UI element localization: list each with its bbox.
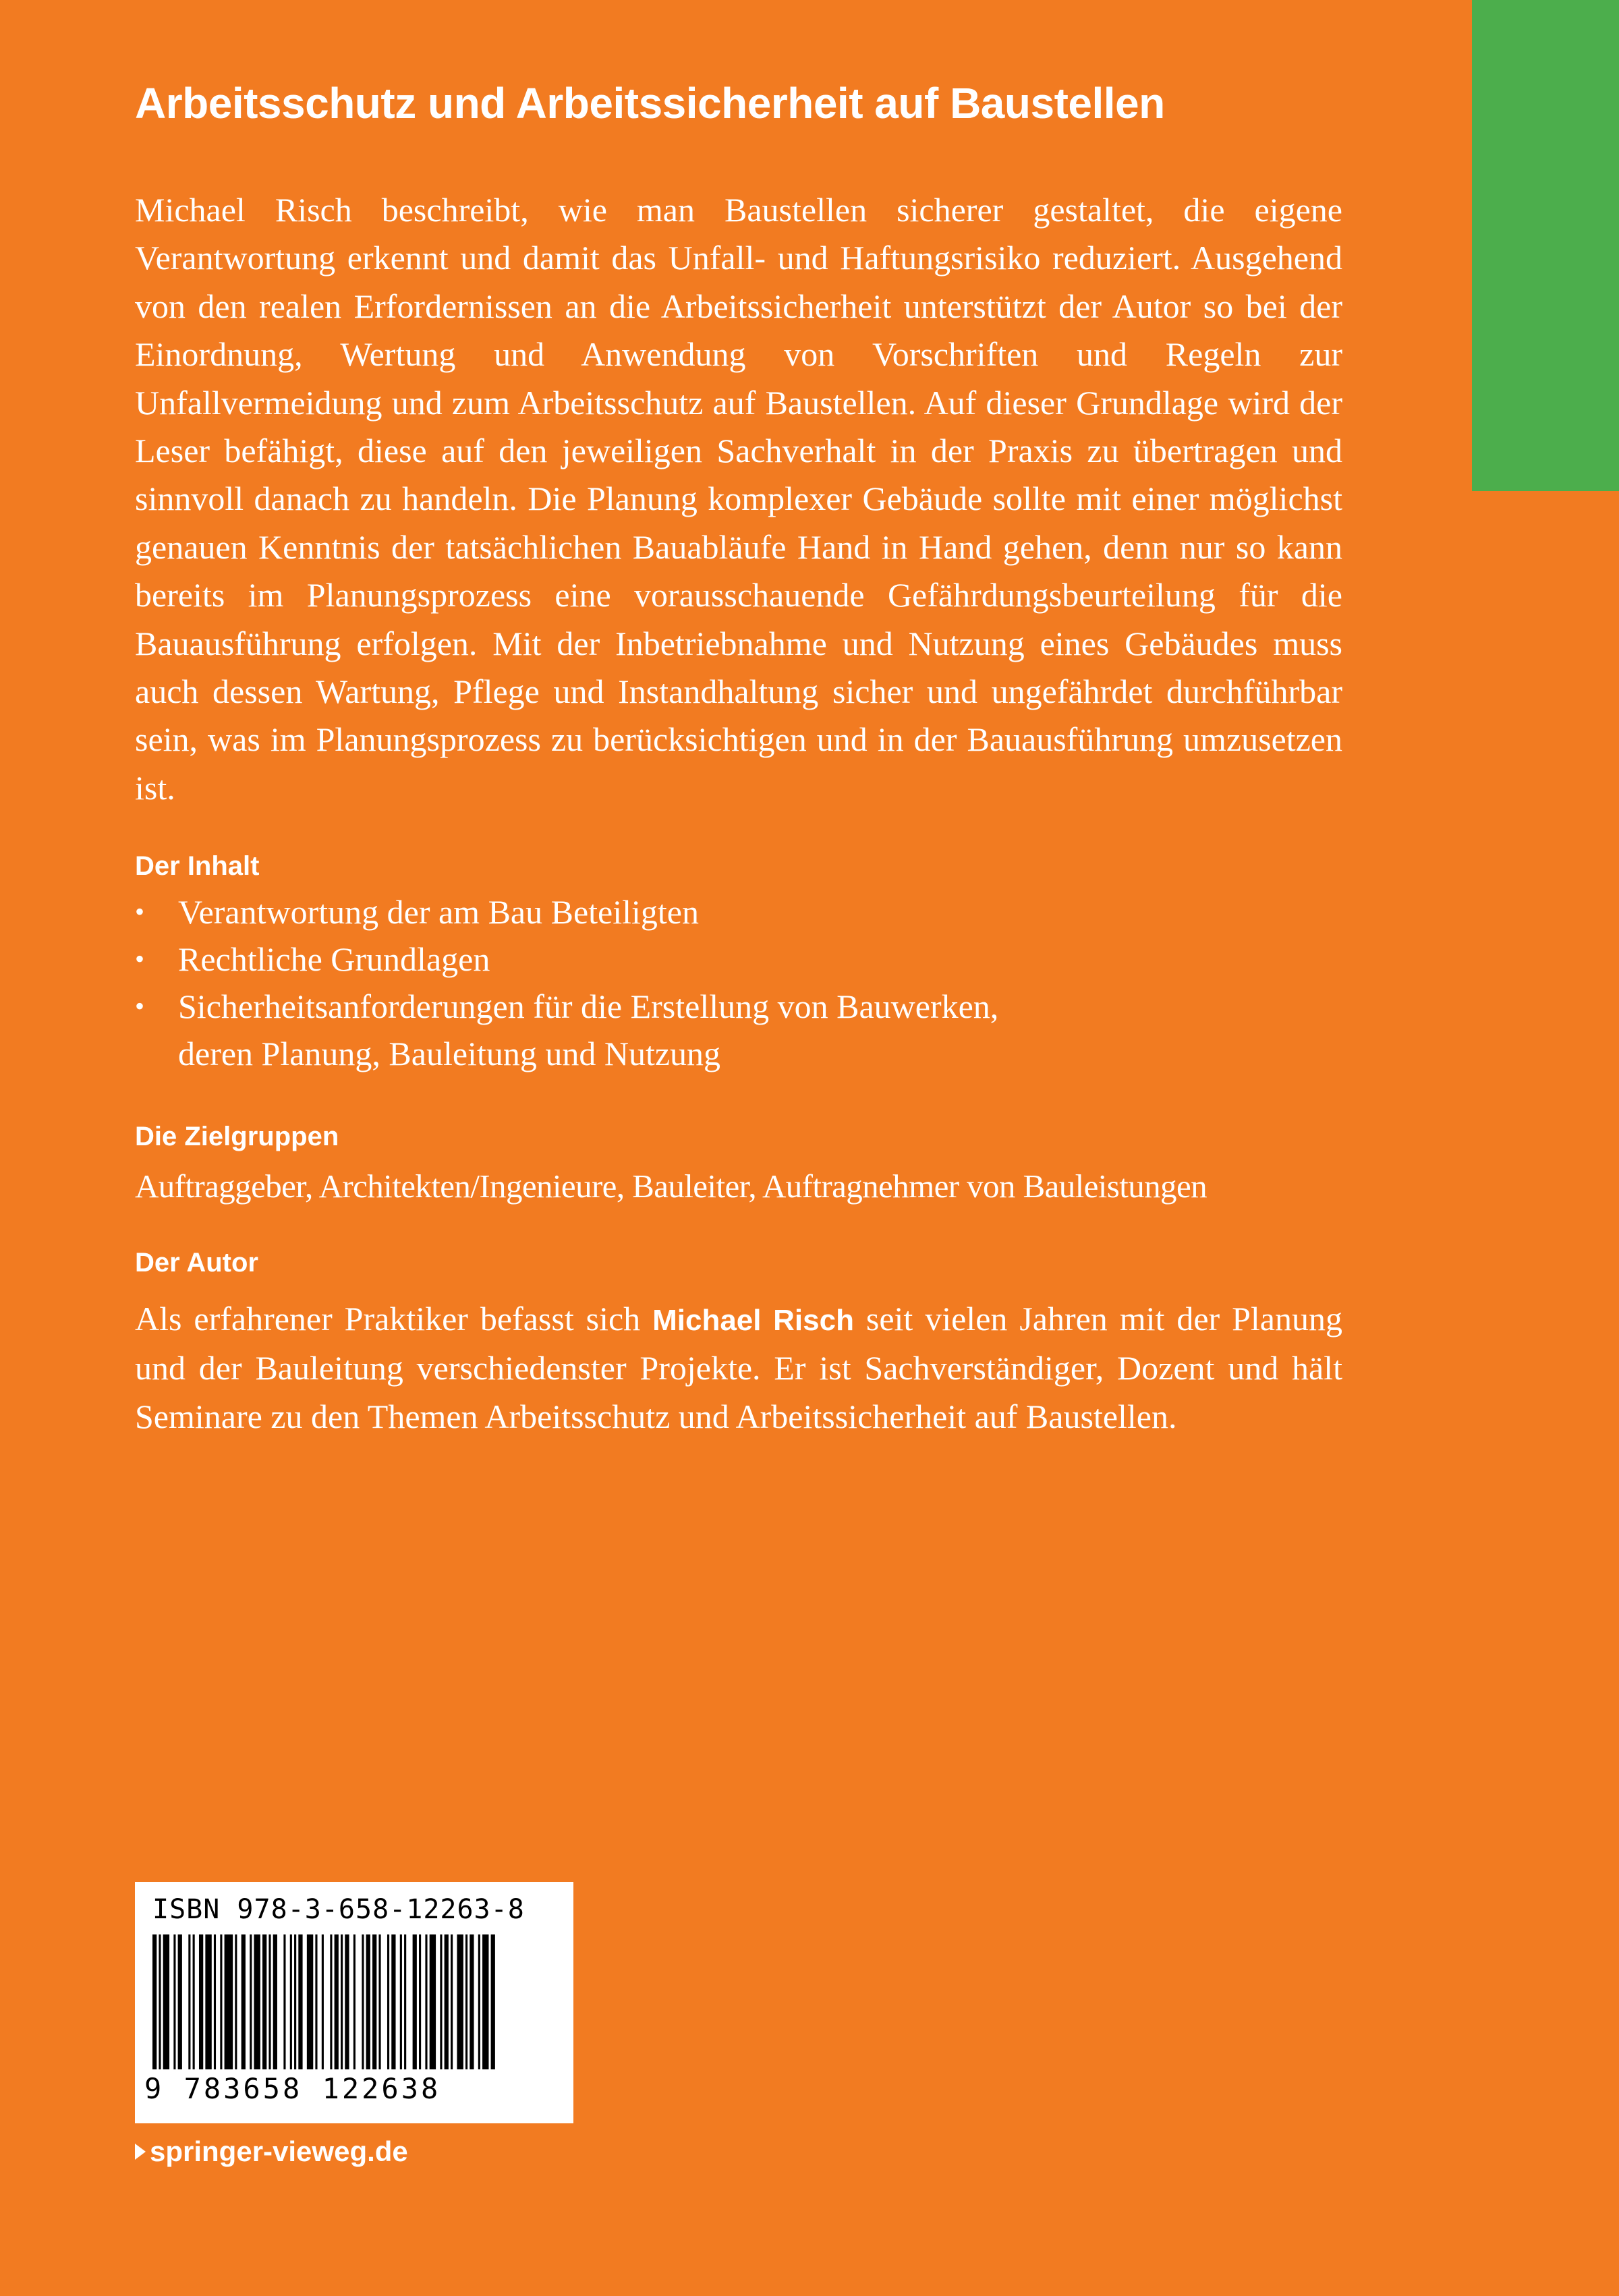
bullet-icon: • bbox=[135, 944, 145, 974]
book-title: Arbeitsschutz und Arbeitssicherheit auf Baustellen bbox=[135, 79, 1165, 127]
list-item: • Sicherheitsanforderungen für die Erstellung von Bauwerken, deren Planung, Bauleitung und Nutzung bbox=[135, 983, 1342, 1077]
target-groups-text: Auftraggeber, Architekten/Ingenieure, Bauleiter, Auftragnehmer von Bauleistungen bbox=[135, 1168, 1208, 1205]
contents-list bbox=[135, 888, 1342, 1077]
isbn-barcode-box: ISBN 978-3-658-12263-8 9 783658 122638 bbox=[135, 1882, 573, 2123]
arrow-right-icon bbox=[135, 2144, 146, 2160]
green-accent-bar bbox=[1472, 0, 1619, 491]
bullet-icon: • bbox=[135, 896, 145, 927]
list-item: • Rechtliche Grundlagen bbox=[135, 936, 1342, 983]
bullet-icon: • bbox=[135, 991, 145, 1021]
author-name: Michael Risch bbox=[652, 1304, 854, 1337]
isbn-label: ISBN 978-3-658-12263-8 bbox=[152, 1894, 525, 1925]
list-item: • Verantwortung der am Bau Beteiligten bbox=[135, 888, 1342, 936]
author-paragraph: Als erfahrener Praktiker befasst sich Michael Risch seit vielen Jahren mit der Planung und der Bauleitung verschiedenster Projekte. Er ist Sachverständiger, Dozent und hält Seminare zu den Themen Arbeitsschutz und Arbeitssicherheit auf Baustellen. bbox=[135, 1300, 1342, 1435]
target-groups-heading: Die Zielgruppen bbox=[135, 1122, 339, 1151]
barcode-icon bbox=[152, 1934, 557, 2076]
author-heading: Der Autor bbox=[135, 1248, 258, 1278]
contents-heading: Der Inhalt bbox=[135, 851, 260, 881]
website-link[interactable]: springer-vieweg.de bbox=[135, 2135, 408, 2168]
intro-paragraph: Michael Risch beschreibt, wie man Baustellen sicherer gestaltet, die eigene Verantwortung erkennt und damit das Unfall- und Haftungsrisiko reduziert. Ausgehend von den realen Erfordernissen an die Arbeitssicherheit unterstützt der Autor so bei der Einordnung, Wertung und Anwendung von Vorschriften und Regeln zur Unfallvermeidung und zum Arbeitsschutz auf Baustellen. Auf dieser Grundlage wird der Leser befähigt, diese auf den jeweiligen Sachverhalt in der Praxis zu übertragen und sinnvoll danach zu handeln. Die Planung komplexer Gebäude sollte mit einer möglichst genauen Kenntnis der tatsächlichen Bauabläufe Hand in Hand gehen, denn nur so kann bereits im Planungsprozess eine vorausschauende Gefährdungsbeurteilung für die Bauausführung erfolgen. Mit der Inbetriebnahme und Nutzung eines Gebäudes muss auch dessen Wartung, Pflege und Instandhaltung sicher und ungefährdet durchführbar sein, was im Planungsprozess zu berücksichtigen und in der Bauausführung umzusetzen ist. bbox=[135, 191, 1342, 807]
